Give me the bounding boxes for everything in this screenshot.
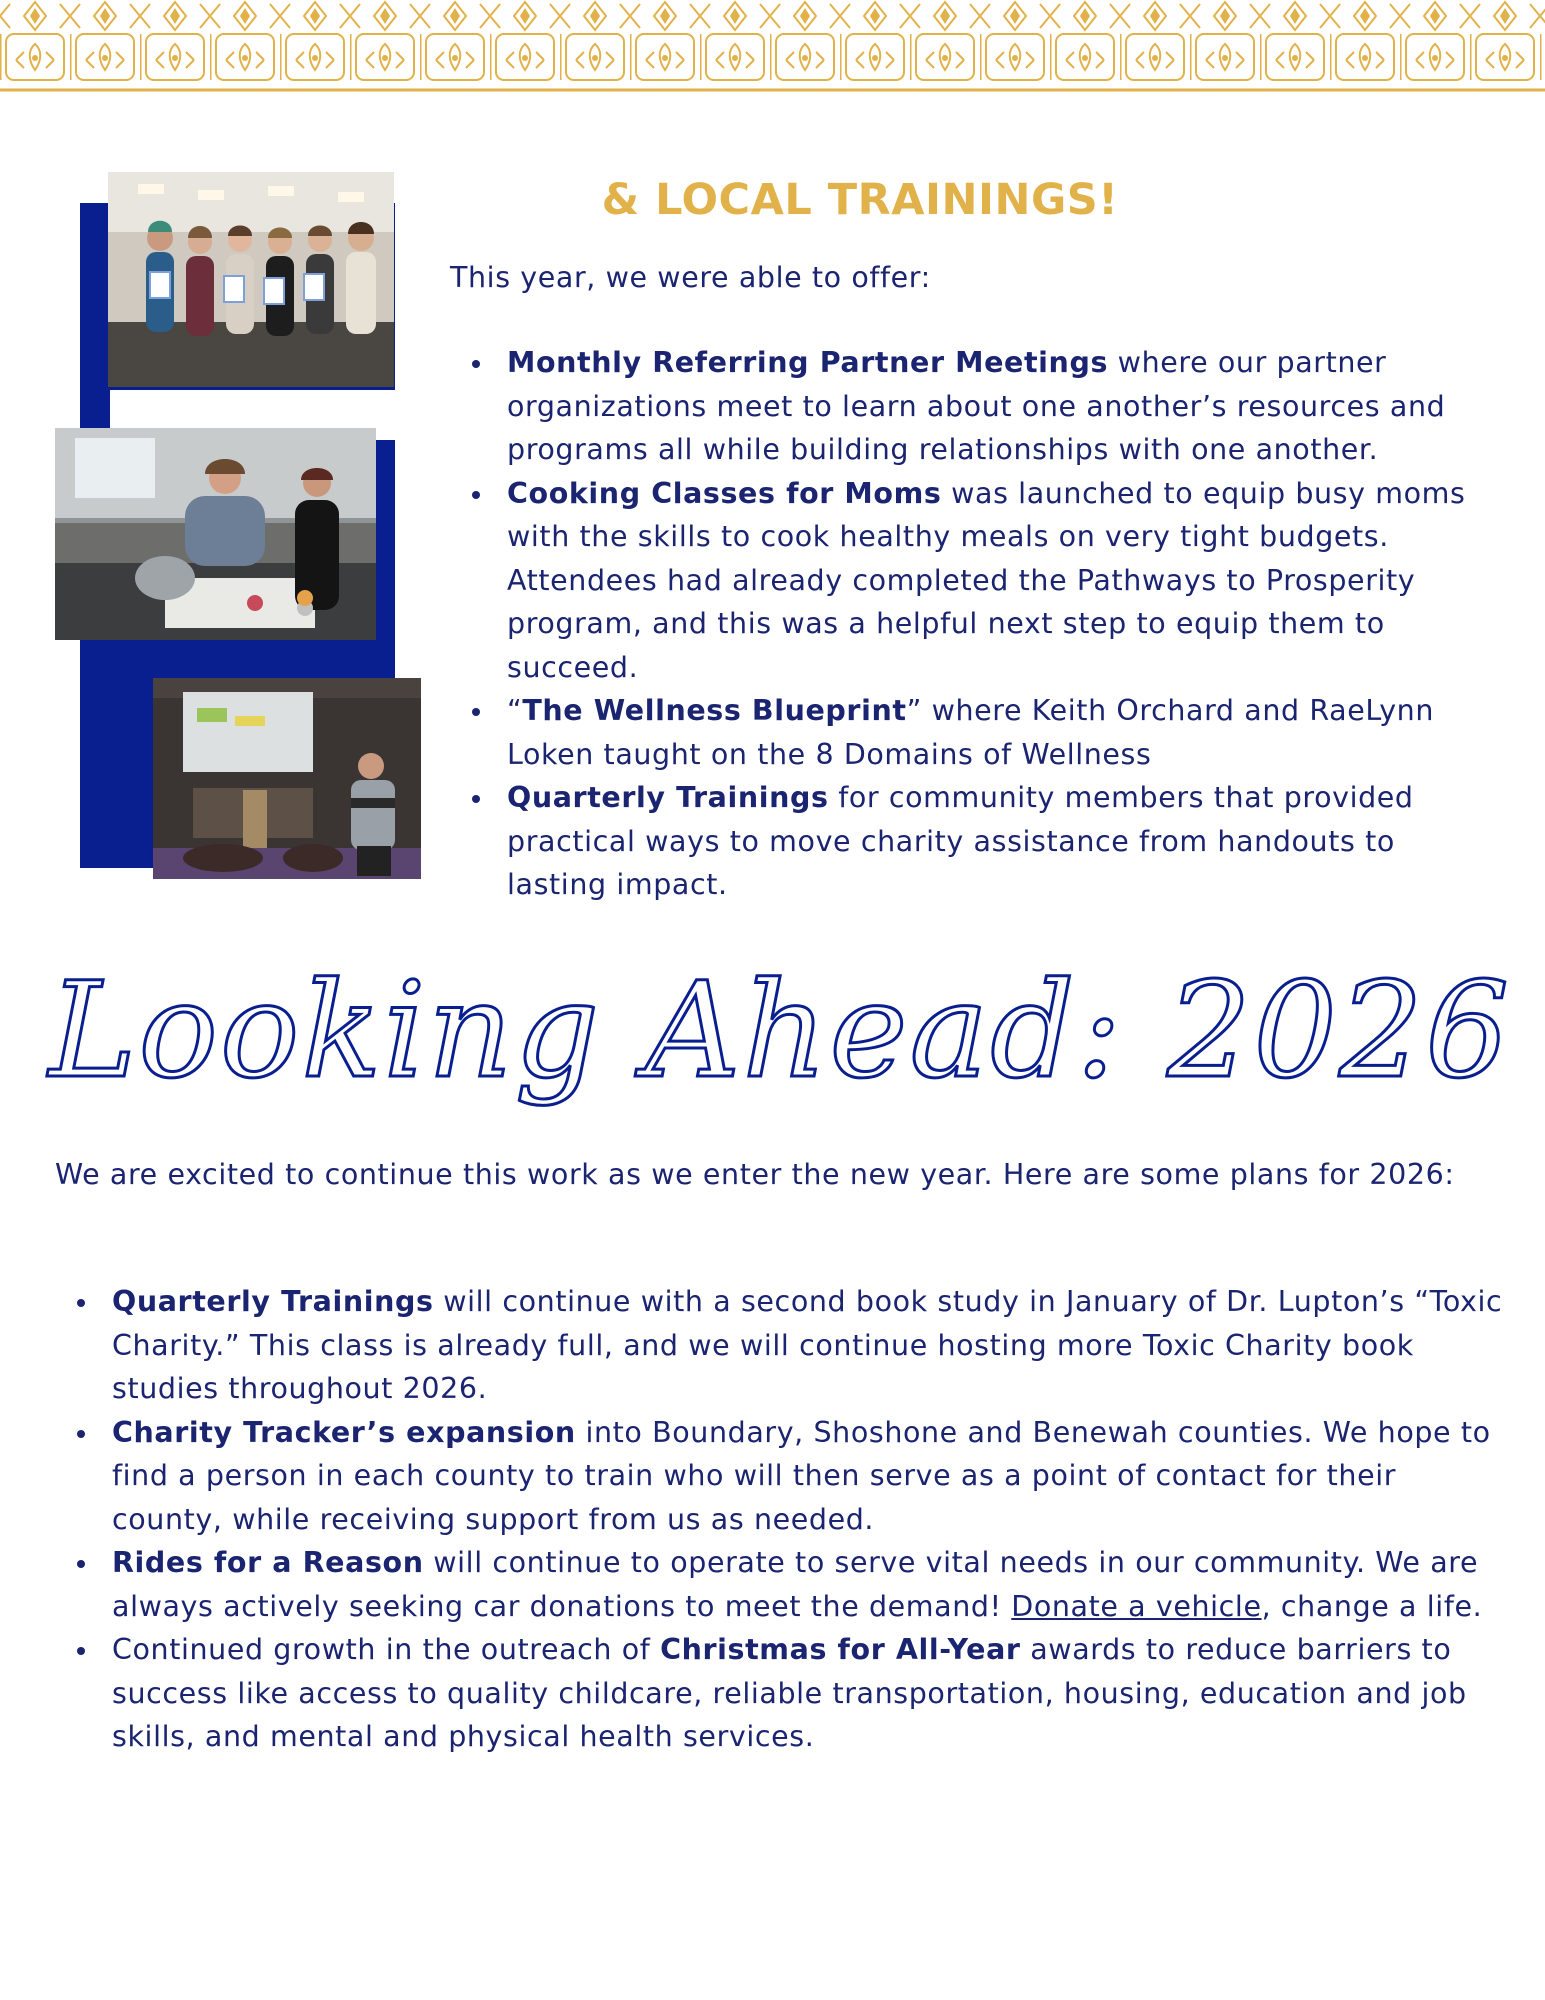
item-title: Cooking Classes for Moms [507,476,942,510]
list-item [55,1411,1505,1542]
list-item [450,341,1500,472]
plans-list [55,1280,1505,1759]
item-title: Monthly Referring Partner Meetings [507,346,1109,379]
item-text: into Boundary, Shoshone and Benewah counties. We hope to find a person in each county to train who will then serve as a point of contact for their county, while receiving support from us as needed. [112,1415,1491,1536]
item-tail: , change a life. [1261,1589,1483,1623]
item-text: will continue to operate to serve vital needs in our community. We are always actively seeking car donations to meet the demand! [112,1546,1479,1623]
photo-group-certificates [108,172,394,387]
item-title: The Wellness Blueprint [522,694,907,727]
list-item [55,1280,1505,1411]
photo-cooking-class [55,428,376,640]
list-item [55,1628,1505,1759]
donate-vehicle-link[interactable]: Donate a vehicle [1011,1589,1262,1623]
item-text: awards to reduce barriers to success like access to quality childcare, reliable transportation, housing, education and job skills, and mental and physical health services. [112,1633,1467,1753]
item-title: Charity Tracker’s expansion [112,1415,576,1449]
item-title: Rides for a Reason [112,1546,424,1579]
ornamental-border [0,0,1545,96]
item-title: Christmas for All-Year [660,1633,1021,1666]
section-heading: & LOCAL TRAININGS! [601,175,1119,225]
item-text: was launched to equip busy moms with the skills to cook healthy meals on very tight budgets. Attendees had already completed the Pathways to Prosperity program, and this was a helpful next step to equip them to succeed. [507,476,1466,684]
photo-wellness-presentation [153,678,421,879]
item-text: will continue with a second book study in January of Dr. Lupton’s “Toxic Charity.” This class is already full, and we will continue hosting more Toxic Charity book studies throughout 2026. [112,1285,1503,1405]
offered-intro: This year, we were able to offer: [450,261,931,294]
looking-ahead-title [48,918,1512,1158]
offered-list [450,341,1500,907]
list-item [450,472,1500,690]
item-prefix: “ [507,694,523,727]
looking-ahead-title-text: Looking Ahead: 2026 [48,954,1512,1108]
item-text: for community members that provided practical ways to move charity assistance from handouts to lasting impact. [507,781,1414,901]
list-item [55,1541,1505,1628]
item-text: where our partner organizations meet to learn about one another’s resources and programs all while building relationships with one another. [507,346,1446,466]
item-title: Quarterly Trainings [112,1285,434,1318]
list-item [450,776,1500,907]
list-item [450,689,1500,776]
plans-intro: We are excited to continue this work as we enter the new year. Here are some plans for 2026: [55,1158,1455,1191]
item-text: ” where Keith Orchard and RaeLynn Loken taught on the 8 Domains of Wellness [507,694,1434,771]
item-prefix: Continued growth in the outreach of [112,1633,661,1666]
item-title: Quarterly Trainings [507,781,829,814]
